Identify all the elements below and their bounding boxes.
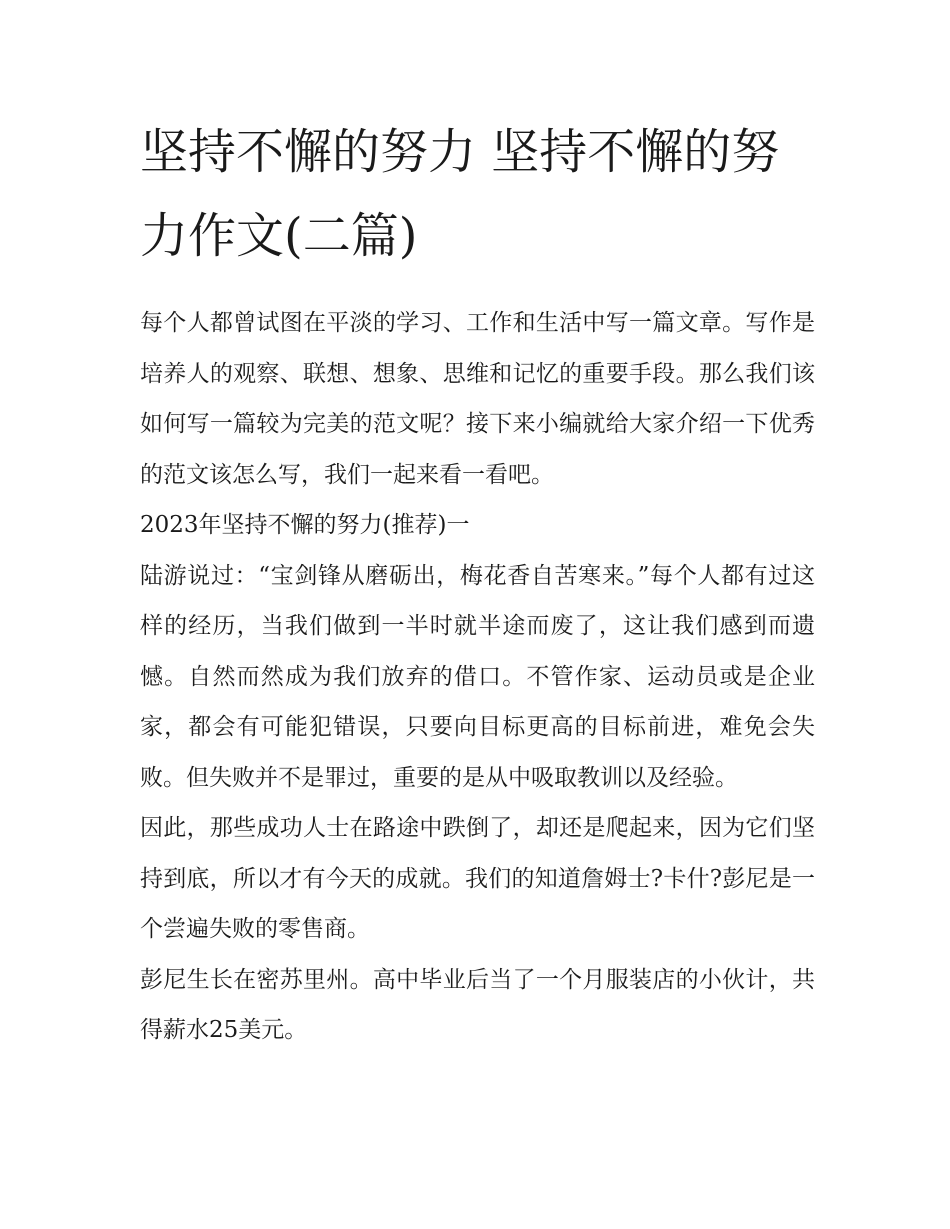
body-paragraph: 陆游说过：“宝剑锋从磨砺出，梅花香自苦寒来。”每个人都有过这样的经历，当我们做到一半时就半途而废了，这让我们感到而遗憾。自然而然成为我们放弃的借口。不管作家、运动员或是企业家，都会有可能犯错误，只要向目标更高的目标前进，难免会失败。但失败并不是罪过，重要的是从中吸取教训以及经验。: [140, 562, 815, 791]
document-title: 坚持不懈的努力 坚持不懈的努力作文(二篇): [140, 124, 780, 264]
document-page: [140, 110, 815, 1056]
body-paragraph: 彭尼生长在密苏里州。高中毕业后当了一个月服装店的小伙计，共得薪水25美元。: [140, 966, 815, 1043]
body-paragraph: 因此，那些成功人士在路途中跌倒了，却还是爬起来，因为它们坚持到底，所以才有今天的成就。我们的知道詹姆士?卡什?彭尼是一个尝遍失败的零售商。: [140, 815, 815, 942]
intro-paragraph: 每个人都曾试图在平淡的学习、工作和生活中写一篇文章。写作是培养人的观察、联想、想象、思维和记忆的重要手段。那么我们该如何写一篇较为完美的范文呢？接下来小编就给大家介绍一下优秀的范文该怎么写，我们一起来看一看吧。: [140, 310, 815, 488]
section-heading: 2023年坚持不懈的努力(推荐)一: [140, 512, 470, 538]
